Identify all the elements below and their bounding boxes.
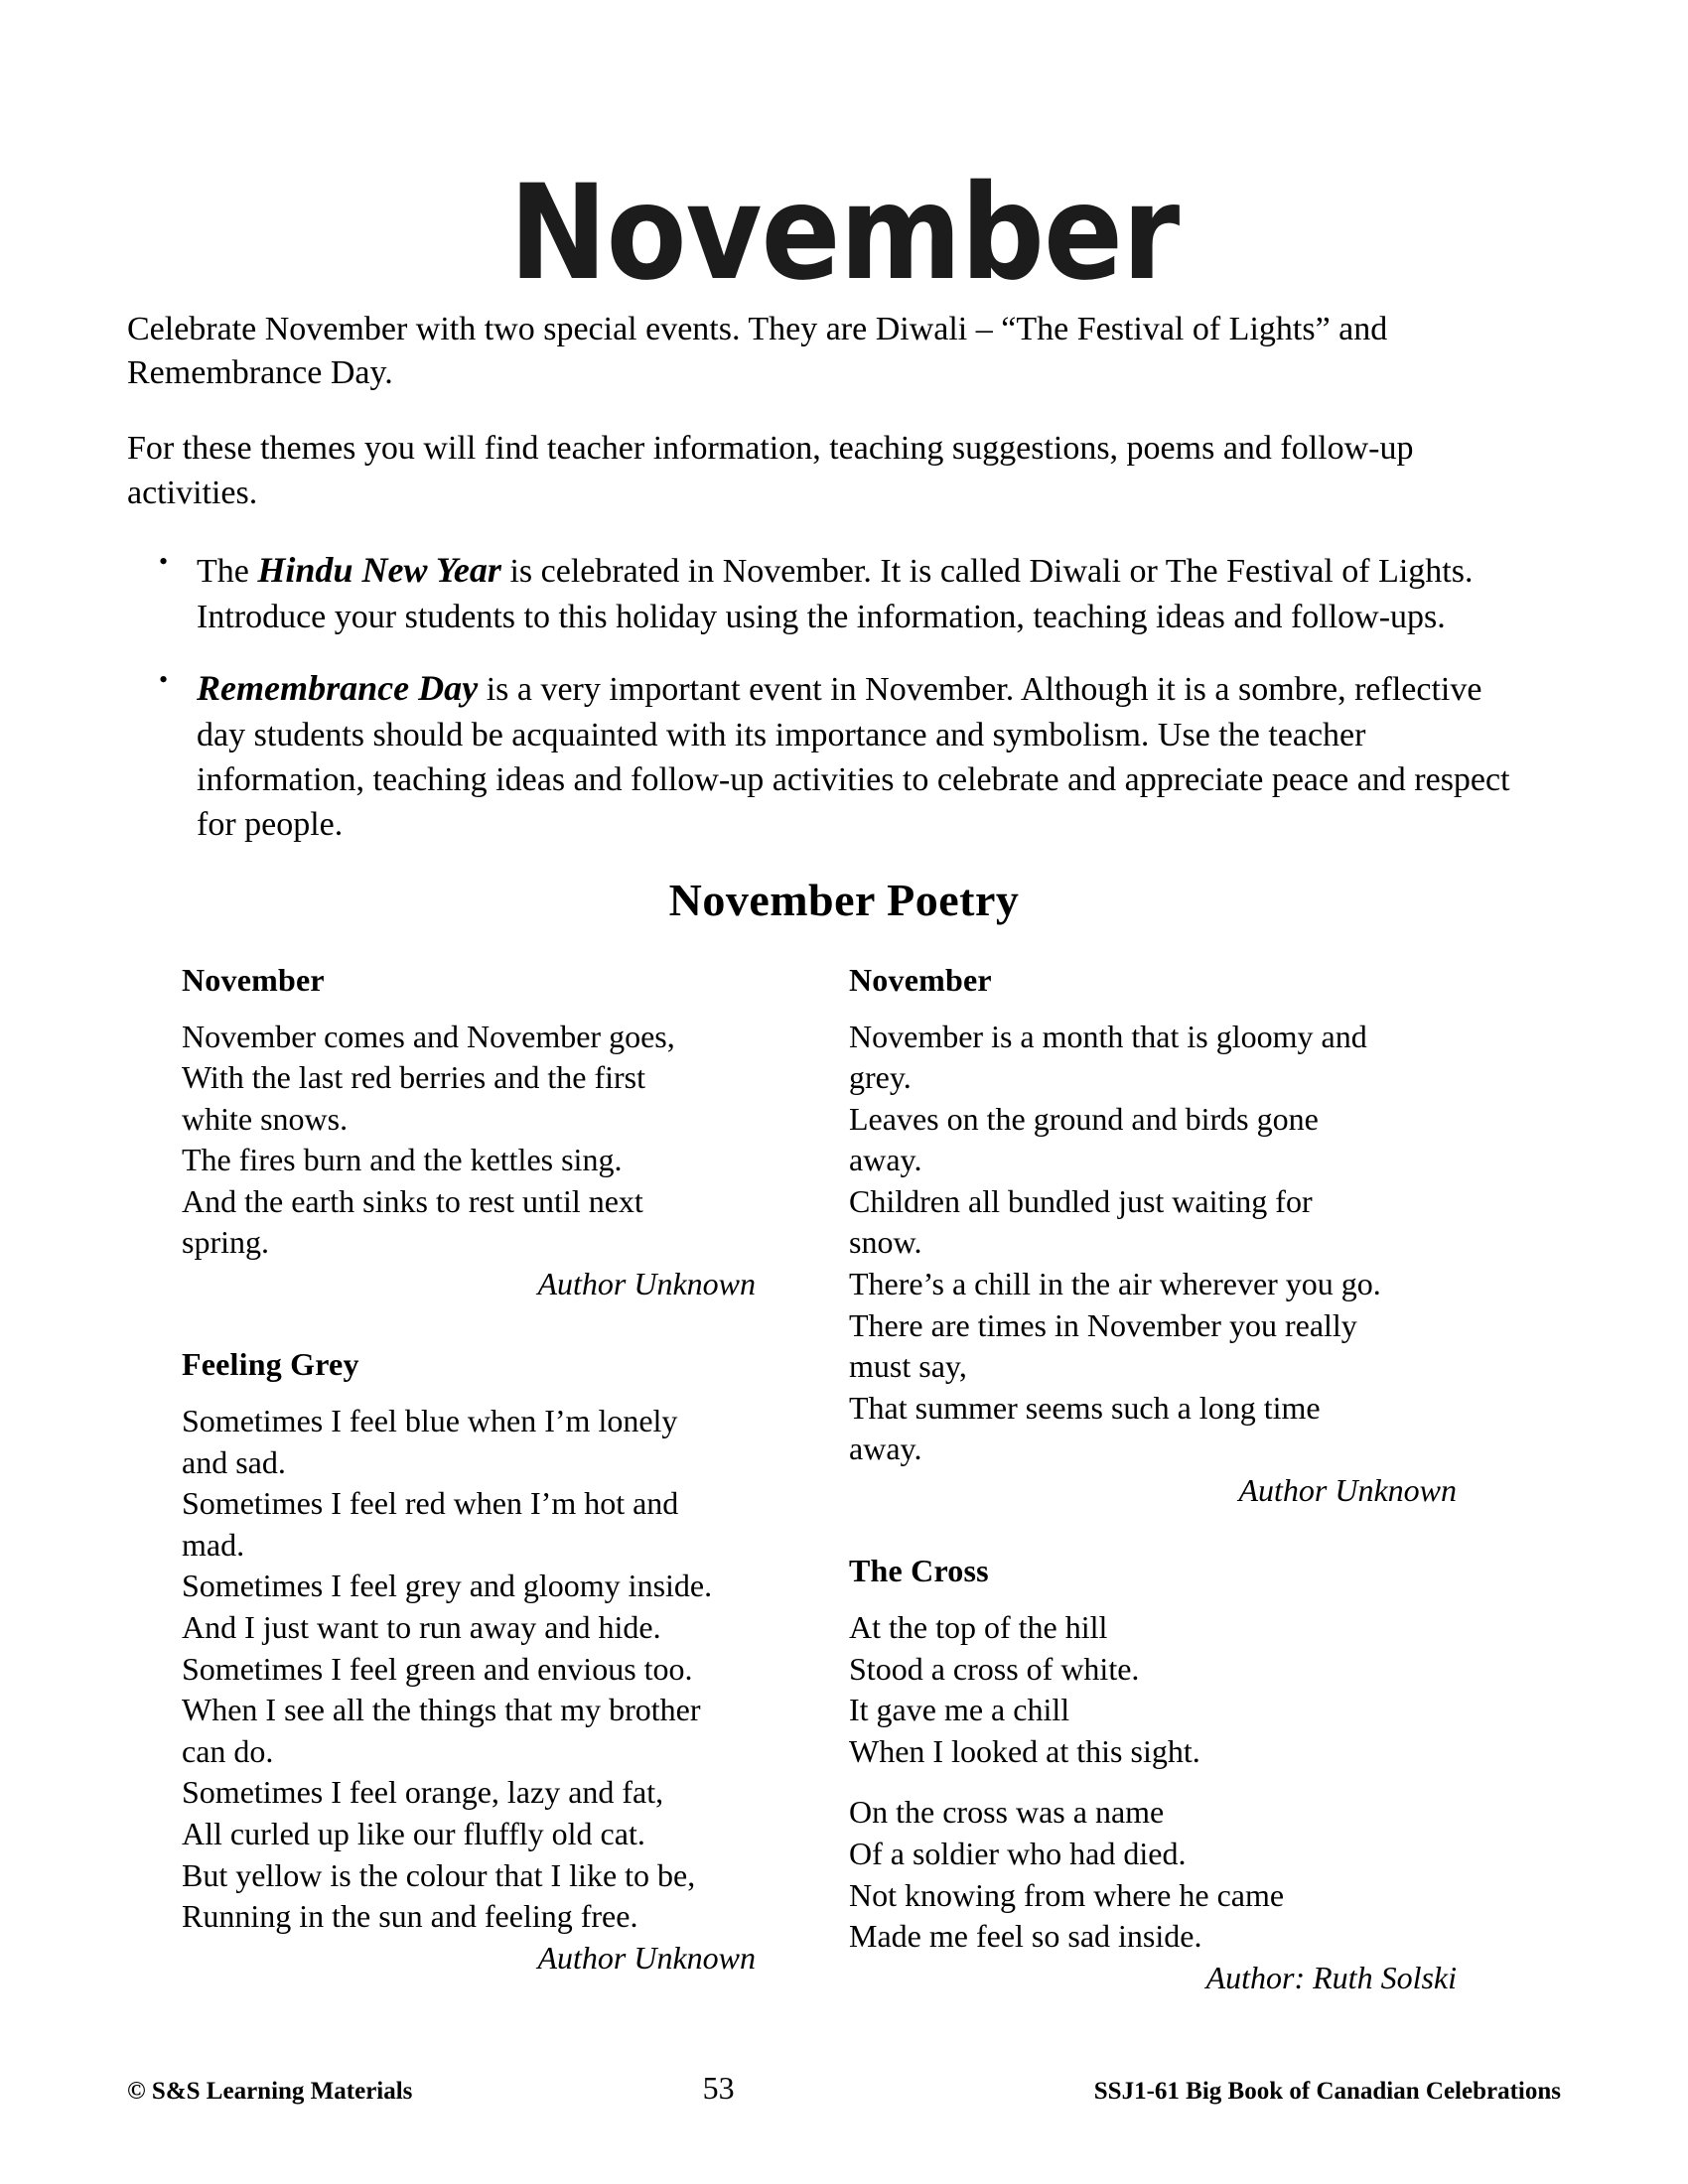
poem-line: Not knowing from where he came bbox=[849, 1876, 1285, 1913]
poem-line: mad. bbox=[182, 1526, 245, 1563]
bullet-prefix-text: The bbox=[197, 552, 258, 590]
poem-line: Leaves on the ground and birds gone bbox=[849, 1100, 1319, 1137]
poem-lines bbox=[849, 1017, 1465, 1471]
poem-lines bbox=[182, 1017, 777, 1265]
bullet-body-remembrance-day: is a very important event in November. Although it is a sombre, reflective day students should be acquainted with its importance and symbolism. Use the teacher information, teaching ideas and follow-up activities to celebrate and appreciate peace and respect for people. bbox=[197, 670, 1510, 844]
bullet-item-remembrance-day bbox=[127, 665, 1527, 848]
poem-stanza-1 bbox=[849, 1607, 1465, 1772]
poem-november-left bbox=[182, 962, 777, 1303]
intro-paragraph-1: Celebrate November with two special events. They are Diwali – “The Festival of Lights” and Remembrance Day. bbox=[127, 311, 1388, 392]
poem-line: Sometimes I feel red when I’m hot and bbox=[182, 1485, 679, 1522]
poem-line: Made me feel so sad inside. bbox=[849, 1918, 1202, 1955]
page-footer bbox=[127, 2070, 1561, 2107]
poem-line: All curled up like our fluffly old cat. bbox=[182, 1816, 645, 1851]
bullet-emphasis-hindu-new-year: Hindu New Year bbox=[257, 549, 501, 590]
poem-line: That summer seems such a long time bbox=[849, 1389, 1321, 1426]
poem-lines bbox=[182, 1401, 777, 1938]
poem-line: But yellow is the colour that I like to be, bbox=[182, 1856, 696, 1893]
themes-bullet-list bbox=[127, 547, 1561, 848]
poem-line: When I see all the things that my brother bbox=[182, 1692, 701, 1728]
poem-line: The fires burn and the kettles sing. bbox=[182, 1142, 623, 1178]
poem-line: away. bbox=[849, 1142, 922, 1178]
poem-line: With the last red berries and the first bbox=[182, 1059, 645, 1096]
poem-line: Sometimes I feel orange, lazy and fat, bbox=[182, 1774, 664, 1811]
poem-line: Stood a cross of white. bbox=[849, 1650, 1140, 1687]
poem-author: Author Unknown bbox=[537, 1266, 756, 1302]
stanza-gap bbox=[849, 1772, 1465, 1792]
poem-line: must say, bbox=[849, 1348, 967, 1385]
poem-line: There are times in November you really bbox=[849, 1306, 1357, 1343]
poem-line: And the earth sinks to rest until next bbox=[182, 1182, 643, 1219]
poem-stanza-2 bbox=[849, 1792, 1465, 1957]
poem-column-right bbox=[849, 962, 1465, 2040]
poem-line: Running in the sun and feeling free. bbox=[182, 1898, 638, 1935]
poem-author: Author: Ruth Solski bbox=[1205, 1959, 1457, 1995]
poem-the-cross bbox=[849, 1553, 1465, 1996]
poetry-section-heading: November Poetry bbox=[668, 874, 1020, 925]
poem-line: And I just want to run away and hide. bbox=[182, 1609, 661, 1646]
poem-title: November bbox=[849, 961, 992, 998]
intro-paragraph-2: For these themes you will find teacher information, teaching suggestions, poems and follow-up activities. bbox=[127, 430, 1414, 511]
poem-columns bbox=[127, 962, 1561, 2040]
poem-column-left bbox=[182, 962, 777, 2020]
footer-page-number: 53 bbox=[702, 2070, 735, 2106]
poem-line: spring. bbox=[182, 1224, 269, 1261]
bullet-item-hindu-new-year bbox=[127, 547, 1527, 639]
footer-copyright: © S&S Learning Materials bbox=[127, 2078, 413, 2105]
poem-line: snow. bbox=[849, 1224, 922, 1261]
poem-title: November bbox=[182, 961, 325, 998]
poem-november-right bbox=[849, 962, 1465, 1510]
page-title: November bbox=[508, 155, 1180, 310]
poem-author: Author Unknown bbox=[1238, 1472, 1457, 1509]
poem-title: The Cross bbox=[849, 1553, 989, 1589]
poem-author: Author Unknown bbox=[537, 1939, 756, 1976]
footer-source: SSJ1-61 Big Book of Canadian Celebrations bbox=[1093, 2078, 1561, 2105]
poem-title: Feeling Grey bbox=[182, 1346, 359, 1383]
poem-line: Sometimes I feel grey and gloomy inside. bbox=[182, 1568, 713, 1604]
poem-line: At the top of the hill bbox=[849, 1609, 1108, 1646]
poem-line: Of a soldier who had died. bbox=[849, 1836, 1187, 1871]
poem-line: November is a month that is gloomy and bbox=[849, 1018, 1367, 1054]
poem-line: white snows. bbox=[182, 1100, 349, 1137]
poem-line: When I looked at this sight. bbox=[849, 1732, 1200, 1769]
poem-line: On the cross was a name bbox=[849, 1794, 1165, 1831]
poem-line: Sometimes I feel green and envious too. bbox=[182, 1650, 693, 1687]
poem-line: Children all bundled just waiting for bbox=[849, 1182, 1313, 1219]
bullet-emphasis-remembrance-day: Remembrance Day bbox=[197, 667, 479, 708]
poem-line: can do. bbox=[182, 1732, 274, 1769]
poem-line: away. bbox=[849, 1431, 922, 1467]
poem-line: There’s a chill in the air wherever you go. bbox=[849, 1266, 1381, 1302]
poem-line: grey. bbox=[849, 1059, 912, 1096]
poem-line: November comes and November goes, bbox=[182, 1018, 675, 1054]
poem-feeling-grey bbox=[182, 1346, 777, 1977]
poem-line: It gave me a chill bbox=[849, 1692, 1070, 1728]
bullet-body-hindu-new-year: is celebrated in November. It is called Diwali or The Festival of Lights. Introduce your students to this holiday using the information, teaching ideas and follow-ups. bbox=[197, 552, 1474, 635]
poem-line: Sometimes I feel blue when I’m lonely bbox=[182, 1403, 678, 1439]
poem-line: and sad. bbox=[182, 1443, 286, 1480]
